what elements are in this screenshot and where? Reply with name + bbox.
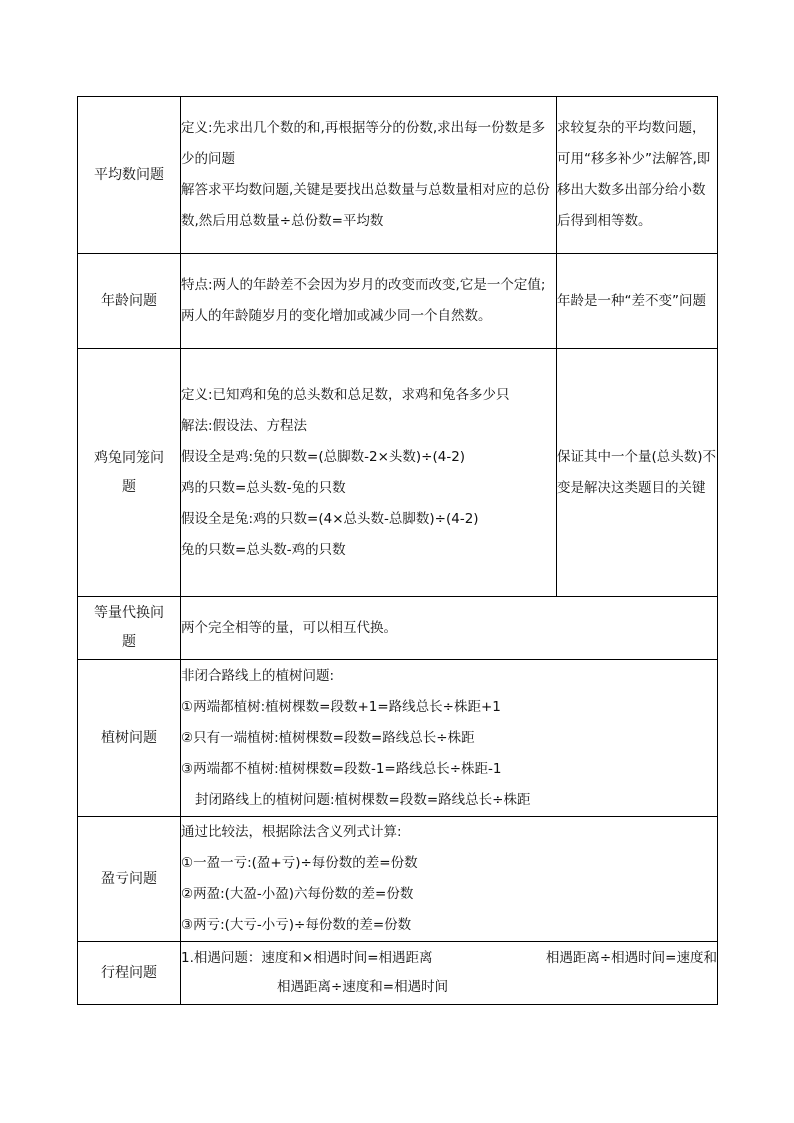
table-row bbox=[78, 660, 718, 817]
row-label: 平均数问题 bbox=[78, 97, 181, 254]
formula-line bbox=[181, 944, 717, 973]
row-note: 保证其中一个量(总头数)不变是解决这类题目的关键 bbox=[557, 349, 718, 597]
row-content bbox=[181, 349, 557, 597]
table-row bbox=[78, 97, 718, 254]
formula-text: ③两端都不植树:植树棵数=段数-1=路线总长÷株距-1 bbox=[181, 760, 502, 777]
row-content bbox=[181, 660, 718, 817]
row-label-line: 题 bbox=[122, 478, 136, 495]
formula-table bbox=[77, 96, 718, 1005]
formula-text: 鸡的只数=总头数-兔的只数 bbox=[181, 479, 346, 496]
row-note: 年龄是一种“差不变”问题 bbox=[557, 254, 718, 349]
row-content: 两个完全相等的量，可以相互代换。 bbox=[181, 597, 718, 660]
row-label: 行程问题 bbox=[78, 942, 181, 1005]
row-content bbox=[181, 942, 718, 1005]
table-row bbox=[78, 942, 718, 1005]
row-label: 年龄问题 bbox=[78, 254, 181, 349]
row-label-line: 题 bbox=[122, 634, 136, 650]
row-note: 求较复杂的平均数问题，可用“移多补少”法解答,即移出大数多出部分给小数后得到相等数。 bbox=[557, 97, 718, 254]
formula-text: 相遇距离÷相遇时间=速度和 bbox=[545, 950, 717, 966]
formula-text: 相遇距离÷速度和=相遇时间 bbox=[277, 979, 449, 995]
table-row bbox=[78, 254, 718, 349]
row-label-line: 鸡兔同笼问 bbox=[94, 449, 164, 466]
method-text: 解法:假设法、方程法 bbox=[181, 417, 308, 434]
row-label bbox=[78, 349, 181, 597]
row-content bbox=[181, 817, 718, 942]
method-text: 解答求平均数问题,关键是要找出总数量与总数量相对应的总份数,然后用总数量÷总份数=平均数 bbox=[181, 182, 550, 229]
formula-text: 假设全是兔:鸡的只数=(4×总头数-总脚数)÷(4-2) bbox=[181, 510, 479, 527]
row-label-line: 等量代换问 bbox=[94, 605, 164, 621]
table-row bbox=[78, 817, 718, 942]
formula-text: 封闭路线上的植树问题:植树棵数=段数=路线总长÷株距 bbox=[195, 791, 531, 808]
row-content bbox=[181, 254, 557, 349]
table-row bbox=[78, 349, 718, 597]
row-label: 植树问题 bbox=[78, 660, 181, 817]
row-content bbox=[181, 97, 557, 254]
formula-text: ③两亏:(大亏-小亏)÷每份数的差=份数 bbox=[181, 917, 412, 933]
feature-text: 特点:两人的年龄差不会因为岁月的改变而改变,它是一个定值;两人的年龄随岁月的变化增加或减少同一个自然数。 bbox=[181, 277, 546, 324]
formula-text: ②两盈:(大盈-小盈)六每份数的差=份数 bbox=[181, 886, 414, 902]
formula-text: ②只有一端植树:植树棵数=段数=路线总长÷株距 bbox=[181, 729, 475, 746]
formula-text: 假设全是鸡:兔的只数=(总脚数-2×头数)÷(4-2) bbox=[181, 448, 466, 465]
formula-text: ①两端都植树:植树棵数=段数+1=路线总长÷株距+1 bbox=[181, 698, 501, 715]
heading-text: 通过比较法，根据除法含义列式计算: bbox=[181, 824, 402, 840]
formula-text: ①一盈一亏:(盈+亏)÷每份数的差=份数 bbox=[181, 855, 418, 871]
table-row bbox=[78, 597, 718, 660]
definition-text: 定义:先求出几个数的和,再根据等分的份数,求出每一份数是多少的问题 bbox=[181, 120, 546, 167]
row-label bbox=[78, 597, 181, 660]
formula-text: 1.相遇问题：速度和×相遇时间=相遇距离 bbox=[181, 950, 433, 966]
formula-text: 兔的只数=总头数-鸡的只数 bbox=[181, 541, 346, 558]
row-label: 盈亏问题 bbox=[78, 817, 181, 942]
heading-text: 非闭合路线上的植树问题: bbox=[181, 667, 335, 684]
definition-text: 定义:已知鸡和兔的总头数和总足数，求鸡和兔各多少只 bbox=[181, 386, 510, 403]
